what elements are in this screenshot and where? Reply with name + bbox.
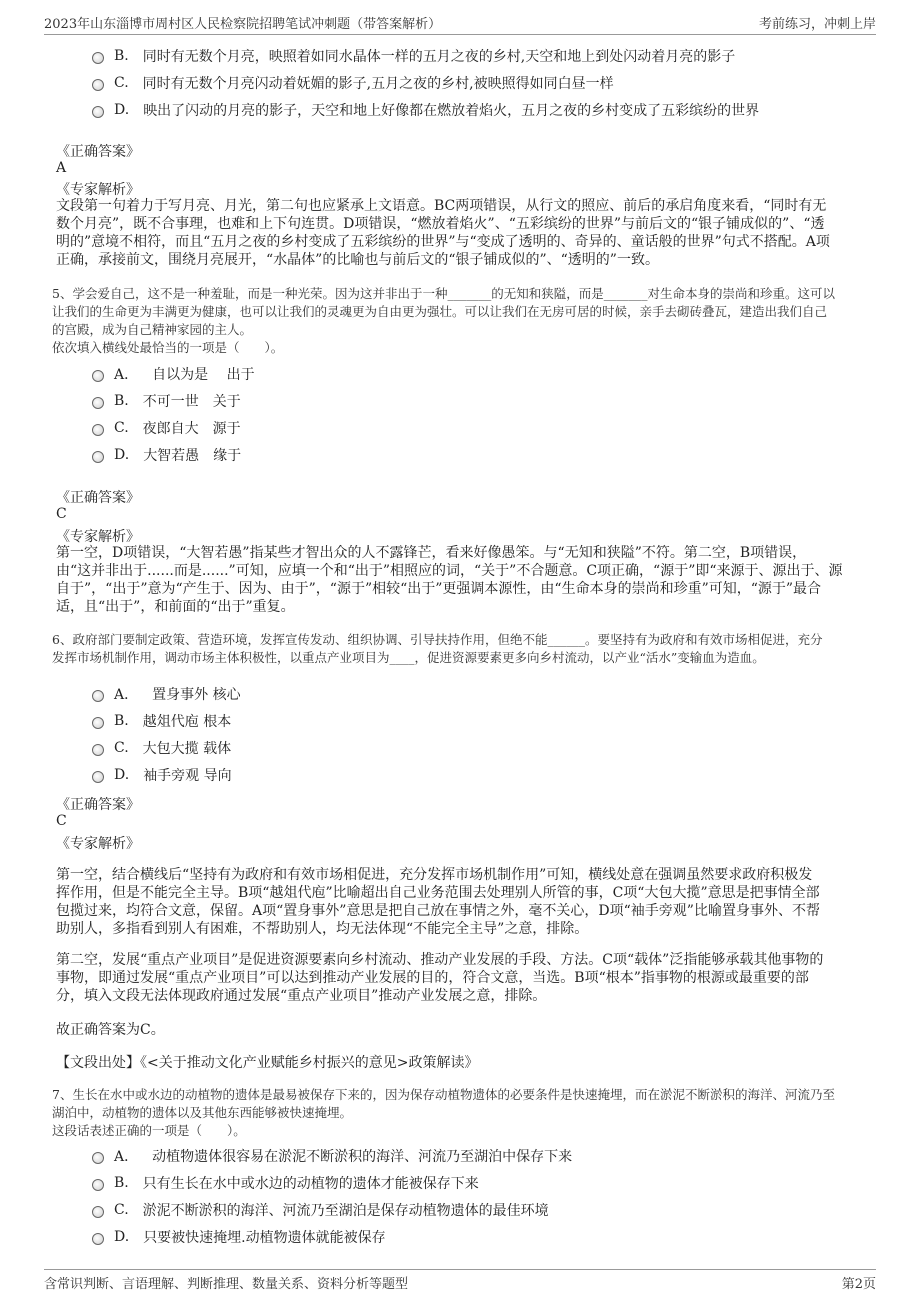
page-number: 第2页 [841,1277,876,1292]
document-title: 2023年山东淄博市周村区人民检察院招聘笔试冲刺题（带答案解析） [44,17,442,32]
q6-option-c[interactable]: C. 大包大揽 载体 [92,737,231,759]
q6-answer: C [56,813,67,829]
q7-stem: 7、生长在水中或水边的动植物的遗体是最易被保存下来的，因为保存动植物遗体的必要条件是快速掩埋，而在淤泥不断淤积的海洋、河流乃至 湖泊中，动植物的遗体以及其他东西能够被快速掩埋。 这段话表述正确的一项是（ ）。 [52,1087,835,1138]
q4-option-d[interactable]: D. 映出了闪动的月亮的影子，天空和地上好像都在燃放着焰火，五月之夜的乡村变成了五彩缤纷的世界 [92,99,759,121]
q6-analysis-p1: 第一空，结合横线后“坚持有为政府和有效市场相促进，充分发挥市场机制作用”可知，横线处意在强调虽然要求政府积极发 挥作用，但是不能完全主导。B项“越俎代庖”比喻超出自己业务范围去处理别人所管的事，C项“大包大揽”意思是把事情全部 包揽过来，均符合文意，保留。A项“置身事外”意思是把自己放在事情之外，毫不关心，D项“袖手旁观”比喻置身事外、不帮 助别人，多指看到别人有困难，不帮助别人，均无法体现“不能完全主导”之意，排除。 [56,867,820,937]
radio-icon[interactable] [92,1152,104,1164]
q6-analysis-label: 《专家解析》 [56,836,140,852]
q5-stem: 5、学会爱自己，这不是一种羞耻，而是一种光荣。因为这并非出于一种_______的无知和狭隘，而是_______对生命本身的崇尚和珍重。这可以 让我们的生命更为丰满更为健康，也可以让我们的灵魂更为自由更为强壮。可以让我们在无房可居的时候，亲手去砌砖叠瓦，建造出我们自己 的宫殿，成为自己精神家园的主人。 依次填入横线处最恰当的一项是（ ）。 [52,286,835,355]
q4-answer-label: 《正确答案》 [56,144,140,160]
radio-icon[interactable] [92,106,104,118]
radio-icon[interactable] [92,52,104,64]
q6-answer-label: 《正确答案》 [56,797,140,813]
q4-analysis: 文段第一句着力于写月亮、月光，第二句也应紧承上文语意。BC两项错误，从行文的照应、前后的承启角度来看，“同时有无 数个月亮”，既不合事理，也难和上下句连贯。D项错误，“燃放着焰火”、“五彩缤纷的世界”与前后文的“银子铺成似的”、“透 明的”意境不相符，而且“五月之夜的乡村变成了五彩缤纷的世界”与“变成了透明的、奇异的、童话般的世界”句式不搭配。A项 正确，承接前文，围绕月亮展开，“水晶体”的比喻也与前后文的“银子铺成似的”、“透明的”一致。 [56,198,830,268]
radio-icon[interactable] [92,397,104,409]
q5-analysis: 第一空，D项错误，“大智若愚”指某些才智出众的人不露锋芒，看来好像愚笨。与“无知和狭隘”不符。第二空，B项错误， 由“这并非出于......而是......”可知，应填一个和“出于”相照应的词，“关于”不合题意。C项正确，“源于”即“来源于、源出于、源 自于”，“出于”意为“产生于、因为、由于”，“源于”相较“出于”更强调本源性，由“生命本身的崇尚和珍重”可知，“源于”最合 适，且“出于”，和前面的“出于”重复。 [56,545,843,615]
q6-source: 【文段出处】《<关于推动文化产业赋能乡村振兴的意见>政策解读》 [56,1055,479,1071]
q4-answer: A [56,160,67,176]
q5-analysis-label: 《专家解析》 [56,529,140,545]
q6-stem: 6、政府部门要制定政策、营造环境，发挥宣传发动、组织协调、引导扶持作用，但绝不能______。要坚持有为政府和有效市场相促进，充分 发挥市场机制作用，调动市场主体积极性，以重点产业项目为____，促进资源要素更多向乡村流动，以产业“活水”变输血为造血。 [52,632,823,665]
radio-icon[interactable] [92,771,104,783]
radio-icon[interactable] [92,1206,104,1218]
q5-option-c[interactable]: C. 夜郎自大 源于 [92,417,241,439]
radio-icon[interactable] [92,79,104,91]
q4-analysis-label: 《专家解析》 [56,182,140,198]
q6-analysis-p2: 第二空，发展“重点产业项目”是促进资源要素向乡村流动、推动产业发展的手段、方法。C项“载体”泛指能够承载其他事物的 事物，即通过发展“重点产业项目”可以达到推动产业发展的目的，符合文意，当选。B项“根本”指事物的根源或最重要的部 分，填入文段无法体现政府通过发展“重点产业项目”推动产业发展之意，排除。 [56,952,824,1004]
page-header [44,10,876,35]
radio-icon[interactable] [92,1233,104,1245]
q7-option-b[interactable]: B. 只有生长在水中或水边的动植物的遗体才能被保存下来 [92,1172,479,1194]
q6-option-a[interactable]: A． 置身事外 核心 [92,683,241,705]
radio-icon[interactable] [92,451,104,463]
q7-option-d[interactable]: D. 只要被快速掩埋.动植物遗体就能被保存 [92,1226,386,1248]
q7-option-a[interactable]: A． 动植物遗体很容易在淤泥不断淤积的海洋、河流乃至湖泊中保存下来 [92,1145,572,1167]
q5-option-b[interactable]: B. 不可一世 关于 [92,390,241,412]
q7-option-c[interactable]: C. 淤泥不断淤积的海洋、河流乃至湖泊是保存动植物遗体的最佳环境 [92,1199,549,1221]
header-slogan: 考前练习，冲刺上岸 [758,17,876,32]
q4-option-c[interactable]: C. 同时有无数个月亮闪动着妩媚的影子,五月之夜的乡村,被映照得如同白昼一样 [92,72,614,94]
q6-option-d[interactable]: D. 袖手旁观 导向 [92,764,232,786]
q6-conclusion: 故正确答案为C。 [56,1022,165,1038]
page-footer [44,1269,876,1292]
radio-icon[interactable] [92,690,104,702]
footer-description: 含常识判断、言语理解、判断推理、数量关系、资料分析等题型 [44,1277,409,1292]
q5-option-a[interactable]: A． 自以为是 出于 [92,363,255,385]
radio-icon[interactable] [92,370,104,382]
radio-icon[interactable] [92,424,104,436]
q5-option-d[interactable]: D. 大智若愚 缘于 [92,444,241,466]
q5-answer: C [56,506,67,522]
q4-option-b[interactable]: B. 同时有无数个月亮，映照着如同水晶体一样的五月之夜的乡村,天空和地上到处闪动着月亮的影子 [92,45,735,67]
q5-answer-label: 《正确答案》 [56,490,140,506]
radio-icon[interactable] [92,1179,104,1191]
radio-icon[interactable] [92,717,104,729]
radio-icon[interactable] [92,744,104,756]
q6-option-b[interactable]: B. 越俎代庖 根本 [92,710,231,732]
